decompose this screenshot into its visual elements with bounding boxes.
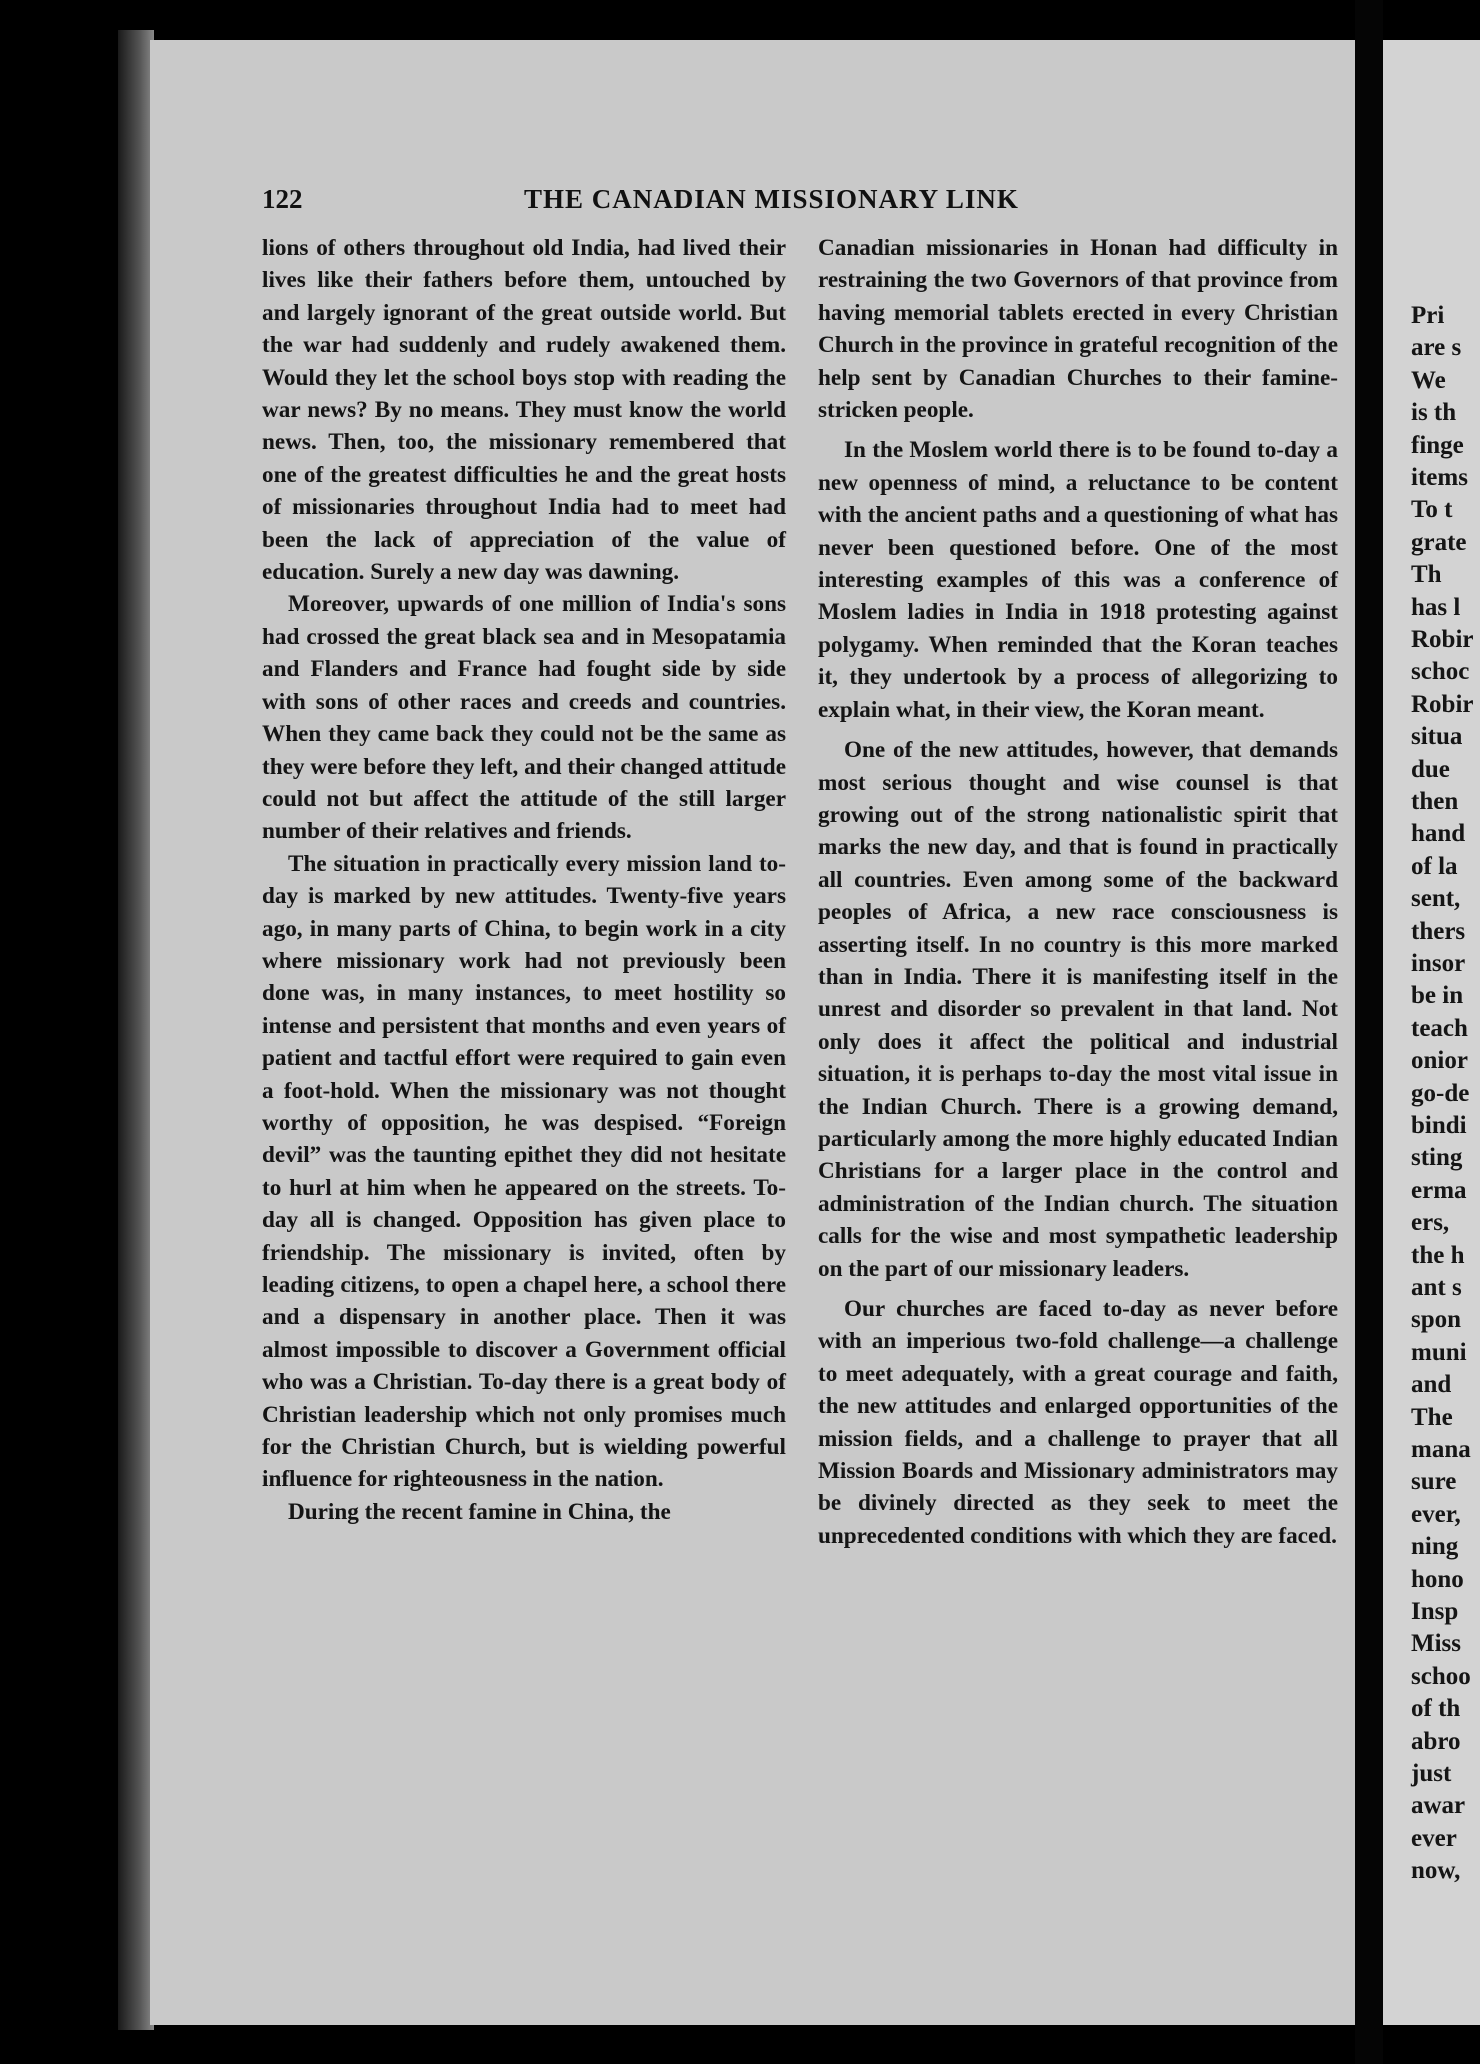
adjacent-page-fragment: finge	[1411, 431, 1464, 459]
adjacent-page-fragment: teach	[1411, 1014, 1468, 1042]
adjacent-page-fragment: the h	[1411, 1241, 1465, 1269]
adjacent-page-fragment: Insp	[1411, 1598, 1459, 1625]
adjacent-page-fragment: spon	[1411, 1306, 1462, 1334]
adjacent-page-fragment: erma	[1411, 1176, 1467, 1204]
adjacent-page-fragment: awar	[1411, 1792, 1466, 1820]
adjacent-page-fragment: Robir	[1411, 690, 1474, 718]
adjacent-page-fragment: muni	[1411, 1338, 1467, 1366]
running-title: THE CANADIAN MISSIONARY LINK	[524, 184, 1019, 214]
adjacent-page-fragment: schoc	[1411, 658, 1470, 686]
adjacent-page-fragment: Th	[1411, 561, 1442, 589]
adjacent-page-fragment: mana	[1411, 1436, 1471, 1463]
paragraph: In the Moslem world there is to be found to-day a new openness of mind, a reluctance to be content with the ancient paths and a questioning of what has never been questioned before. One of the most interesting examples of this was a conference of Moslem ladies in India in 1918 protesting against polygamy. When reminded that the Koran teaches it, they undertook by a process of allegorizing to explain what, in their view, the Koran meant.	[818, 437, 1338, 723]
right-column	[818, 232, 1338, 1552]
adjacent-page-fragment: has l	[1411, 593, 1461, 621]
adjacent-page-fragment: then	[1411, 788, 1459, 815]
adjacent-page-fragment: ning	[1411, 1533, 1459, 1561]
adjacent-page-fragment: now,	[1411, 1857, 1461, 1885]
adjacent-page-fragment: items	[1411, 464, 1468, 491]
paragraph: The situation in practically every mission land to-day is marked by new attitudes. Twenty-five years ago, in many parts of China, to begin work in a city where missionary work had not previously been done was, in many instances, to meet hostility so intense and persistent that months and even years of patient and tactful effort were required to gain even a foot-hold. When the missionary was not thought worthy of opposition, he was despised. “Foreign devil” was the taunting epithet they did not hesitate to hurl at him when he appeared on the streets. To-day all is changed. Opposition has given place to friendship. The missionary is invited, often by leading citizens, to open a chapel here, a school there and a dispensary in another place. Then it was almost impossible to discover a Government official who was a Christian. To-day there is a great body of Christian leadership which not only promises much for the Christian Church, but is wielding powerful influence for righteousness in the nation.	[262, 850, 786, 1493]
paragraph: During the recent famine in China, the	[288, 1498, 671, 1525]
adjacent-page-fragment: be in	[1411, 982, 1464, 1010]
adjacent-page-fragment: We	[1411, 366, 1446, 394]
adjacent-page-fragment: go-de	[1411, 1079, 1470, 1107]
adjacent-page-fragment: is th	[1411, 399, 1457, 427]
adjacent-page-fragment: To t	[1411, 496, 1453, 524]
adjacent-page-fragment: just	[1411, 1760, 1452, 1787]
adjacent-page-fragment: Pri	[1411, 302, 1445, 329]
paragraph: Canadian missionaries in Honan had difficulty in restraining the two Governors of that province from having memorial tablets erected in every Christian Church in the province in grateful recognition of the help sent by Canadian Churches to their famine-stricken people.	[818, 235, 1338, 424]
adjacent-page-fragment: abro	[1411, 1727, 1461, 1755]
adjacent-page-fragment: Miss	[1411, 1630, 1461, 1658]
adjacent-page-fragment: ever	[1411, 1824, 1457, 1852]
adjacent-page-fragment: insor	[1411, 950, 1466, 977]
adjacent-page-fragment: Robir	[1411, 626, 1474, 653]
paragraph: lions of others throughout old India, had lived their lives like their fathers before them, untouched by and largely ignorant of the great outside world. But the war had suddenly and rudely awakened them. Would they let the school boys stop with reading the war news? By no means. They must know the world news. Then, too, the missionary remembered that one of the greatest difficulties he and the great hosts of missionaries throughout India had to meet had been the lack of appreciation of the value of education. Surely a new day was dawning.	[262, 235, 786, 586]
adjacent-page-fragment: schoo	[1411, 1662, 1471, 1690]
adjacent-page-fragment: thers	[1411, 917, 1466, 945]
page-number: 122	[262, 184, 303, 214]
left-column	[262, 232, 786, 1528]
adjacent-page-fragment: ever,	[1411, 1500, 1461, 1528]
paragraph: Moreover, upwards of one million of India's sons had crossed the great black sea and in Mesopatamia and Flanders and France had fought side by side with sons of other races and creeds and countries. When they came back they could not be the same as they were before they left, and their changed attitude could not but affect the attitude of the still larger number of their relatives and friends.	[262, 591, 786, 845]
adjacent-page-fragment: due	[1411, 755, 1450, 783]
adjacent-page-fragment: ant s	[1411, 1274, 1462, 1301]
adjacent-page-fragment: bindi	[1411, 1112, 1467, 1139]
adjacent-page-fragment: ers,	[1411, 1209, 1450, 1237]
adjacent-page-fragment: of la	[1411, 852, 1458, 880]
adjacent-page-fragment: of th	[1411, 1695, 1461, 1723]
adjacent-page-fragment: are s	[1411, 334, 1462, 362]
adjacent-page-fragment: sure	[1411, 1468, 1457, 1496]
page-edge-shadow	[118, 30, 154, 2030]
adjacent-page-fragment: The	[1411, 1403, 1453, 1431]
adjacent-page-fragment: situa	[1411, 723, 1463, 751]
adjacent-page-fragment: sting	[1411, 1144, 1463, 1172]
adjacent-page-fragment: and	[1411, 1371, 1452, 1399]
book-spine-gutter	[1355, 0, 1383, 2064]
adjacent-page-fragment: onior	[1411, 1047, 1468, 1075]
adjacent-page-fragment: sent,	[1411, 885, 1461, 913]
paragraph: One of the new attitudes, however, that demands most serious thought and wise counsel is that growing out of the strong nationalistic spirit that marks the new day, and that is found in practically all countries. Even among some of the backward peoples of Africa, a new race consciousness is asserting itself. In no country is this more marked than in India. There it is manifesting itself in the unrest and disorder so prevalent in that land. Not only does it affect the political and industrial situation, it is perhaps to-day the most vital issue in the Indian Church. There is a growing demand, particularly among the more highly educated Indian Christians for a larger place in the control and administration of the Indian church. The situation calls for the wise and most sympathetic leadership on the part of our missionary leaders.	[818, 737, 1338, 1282]
adjacent-page-fragment: grate	[1411, 528, 1467, 556]
adjacent-page-edge	[1383, 40, 1480, 2025]
adjacent-page-fragment: hand	[1411, 820, 1466, 848]
paragraph: Our churches are faced to-day as never before with an imperious two-fold challenge—a challenge to meet adequately, with a great courage and faith, the new attitudes and enlarged opportunities of the mission fields, and a challenge to prayer that all Mission Boards and Missionary administrators may be divinely directed as they seek to meet the unprecedented conditions with which they are faced.	[818, 1296, 1338, 1549]
adjacent-page-fragment: hono	[1411, 1565, 1464, 1593]
